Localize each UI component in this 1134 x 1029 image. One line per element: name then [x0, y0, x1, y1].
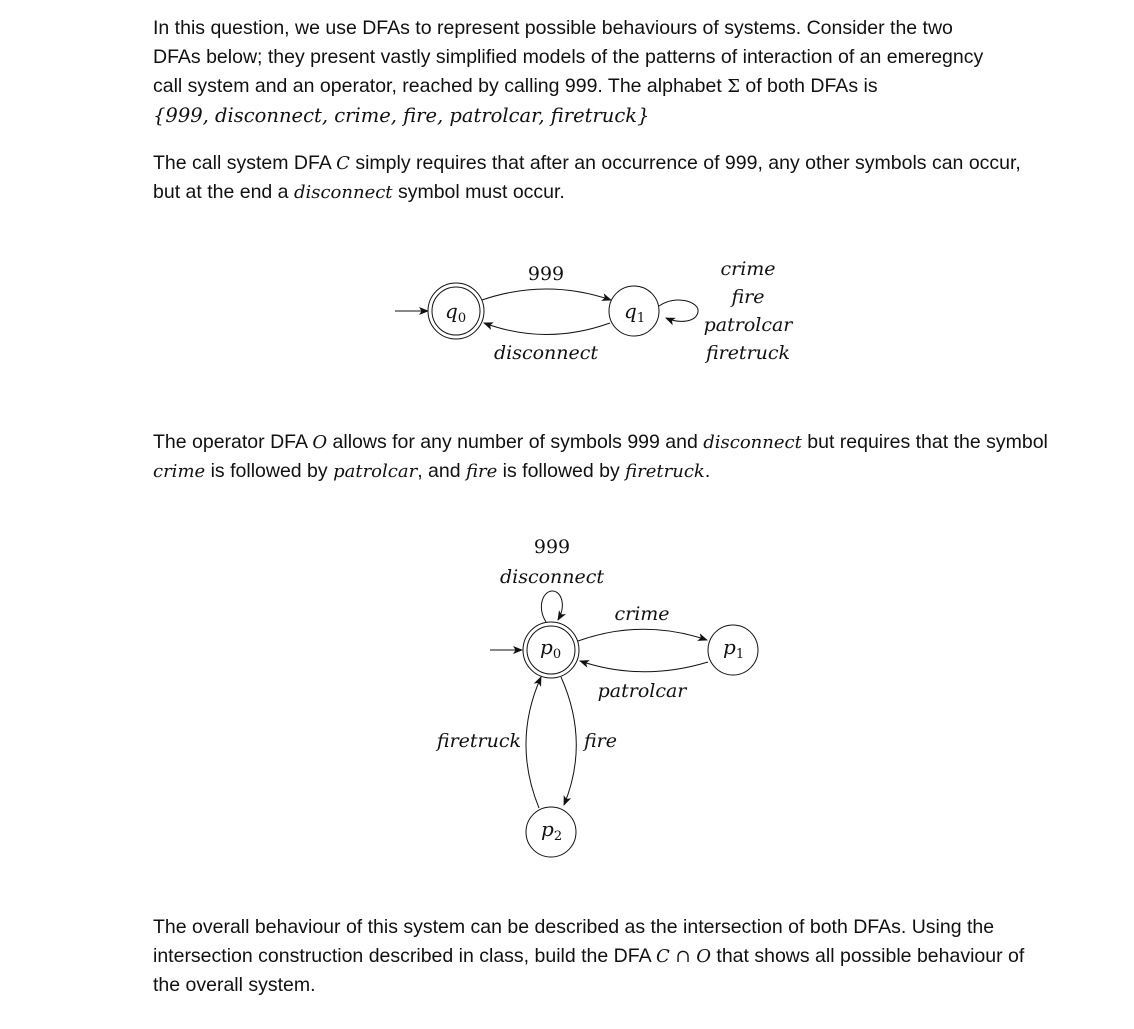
p3-pre: The operator DFA — [153, 431, 307, 453]
p2-mid: simply requires that after an occurrence of 999, any other symbols can occur, but at the end a — [153, 152, 1021, 203]
loop-p0-label-999: 999 — [533, 536, 571, 558]
p3-sym-disconnect: disconnect — [703, 432, 802, 453]
sigma-symbol: Σ — [727, 76, 740, 97]
self-loop-q1 — [659, 300, 698, 321]
state-q0 — [428, 283, 484, 339]
state-q1 — [609, 286, 659, 336]
intersection-expression: C ∩ O — [655, 946, 711, 967]
edge-q1-q0-label: disconnect — [493, 342, 599, 364]
edge-p0-p2-label: fire — [584, 730, 617, 752]
p3-sym-patrolcar: patrolcar — [333, 461, 418, 482]
edge-p0-p2 — [561, 677, 576, 805]
p3-part5: is followed by — [502, 460, 620, 482]
p3-sym-firetruck: firetruck — [625, 461, 705, 482]
loop-q1-label-patrolcar: patrolcar — [703, 314, 793, 336]
p3-part3: is followed by — [210, 460, 328, 482]
dfa-c-symbol: C — [336, 153, 350, 174]
dfa-o-symbol: O — [312, 432, 328, 453]
intro-line-2: DFAs below; they present vastly simplified models of the patterns of interaction of an emeregncy — [153, 46, 984, 68]
p2-post: symbol must occur. — [397, 181, 565, 203]
intro-line-1: In this question, we use DFAs to represent possible behaviours of systems. Consider the two — [153, 17, 953, 39]
p2-pre: The call system DFA — [153, 152, 331, 174]
dfa-o-diagram — [435, 536, 758, 857]
dfa-c-diagram — [395, 258, 794, 364]
loop-q1-label-crime: crime — [720, 258, 776, 280]
state-q1-label: $q_1$ — [624, 299, 646, 326]
state-p2-label: $p_2$ — [541, 817, 563, 844]
self-loop-p0 — [541, 591, 562, 622]
p4-pre: The overall behaviour of this system can be described as the intersection of both DFAs. Using the intersection construction described in class, build the DFA — [153, 916, 995, 967]
edge-p1-p0 — [580, 661, 708, 672]
p3-end: . — [704, 460, 711, 482]
edge-p1-p0-label: patrolcar — [597, 680, 687, 702]
loop-p0-label-disconnect: disconnect — [499, 566, 605, 588]
state-q0-label: $q_0$ — [445, 299, 467, 326]
edge-p2-p0 — [526, 677, 541, 808]
loop-q1-label-firetruck: firetruck — [705, 342, 791, 364]
p3-part4: , and — [417, 460, 461, 482]
state-p2 — [526, 807, 576, 857]
state-p1-label: $p_1$ — [723, 635, 745, 662]
state-p0-label: $p_0$ — [540, 635, 562, 662]
p3-part2: but requires that the symbol — [807, 431, 1048, 453]
edge-q0-q1 — [482, 289, 611, 300]
intro-line-3-end: of both DFAs is — [745, 75, 878, 97]
edge-p2-p0-label: firetruck — [436, 730, 521, 752]
p3-part1: allows for any number of symbols 999 and — [332, 431, 698, 453]
p3-sym-fire: fire — [465, 461, 498, 482]
alphabet-set: {999, disconnect, crime, fire, patrolcar, firetruck} — [153, 104, 650, 127]
edge-p0-p1-label: crime — [614, 603, 670, 625]
p3-sym-crime: crime — [153, 461, 206, 482]
edge-q1-q0 — [484, 323, 610, 335]
loop-q1-label-fire: fire — [731, 286, 765, 308]
intro-line-3-text: call system and an operator, reached by calling 999. The alphabet — [153, 75, 722, 97]
state-p0 — [523, 622, 579, 678]
disconnect-symbol: disconnect — [293, 182, 393, 203]
edge-q0-q1-label: 999 — [527, 263, 565, 285]
state-p1 — [708, 625, 758, 675]
p4-post: that shows all possible behaviour of the overall system. — [153, 945, 1025, 996]
edge-p0-p1 — [578, 629, 707, 641]
